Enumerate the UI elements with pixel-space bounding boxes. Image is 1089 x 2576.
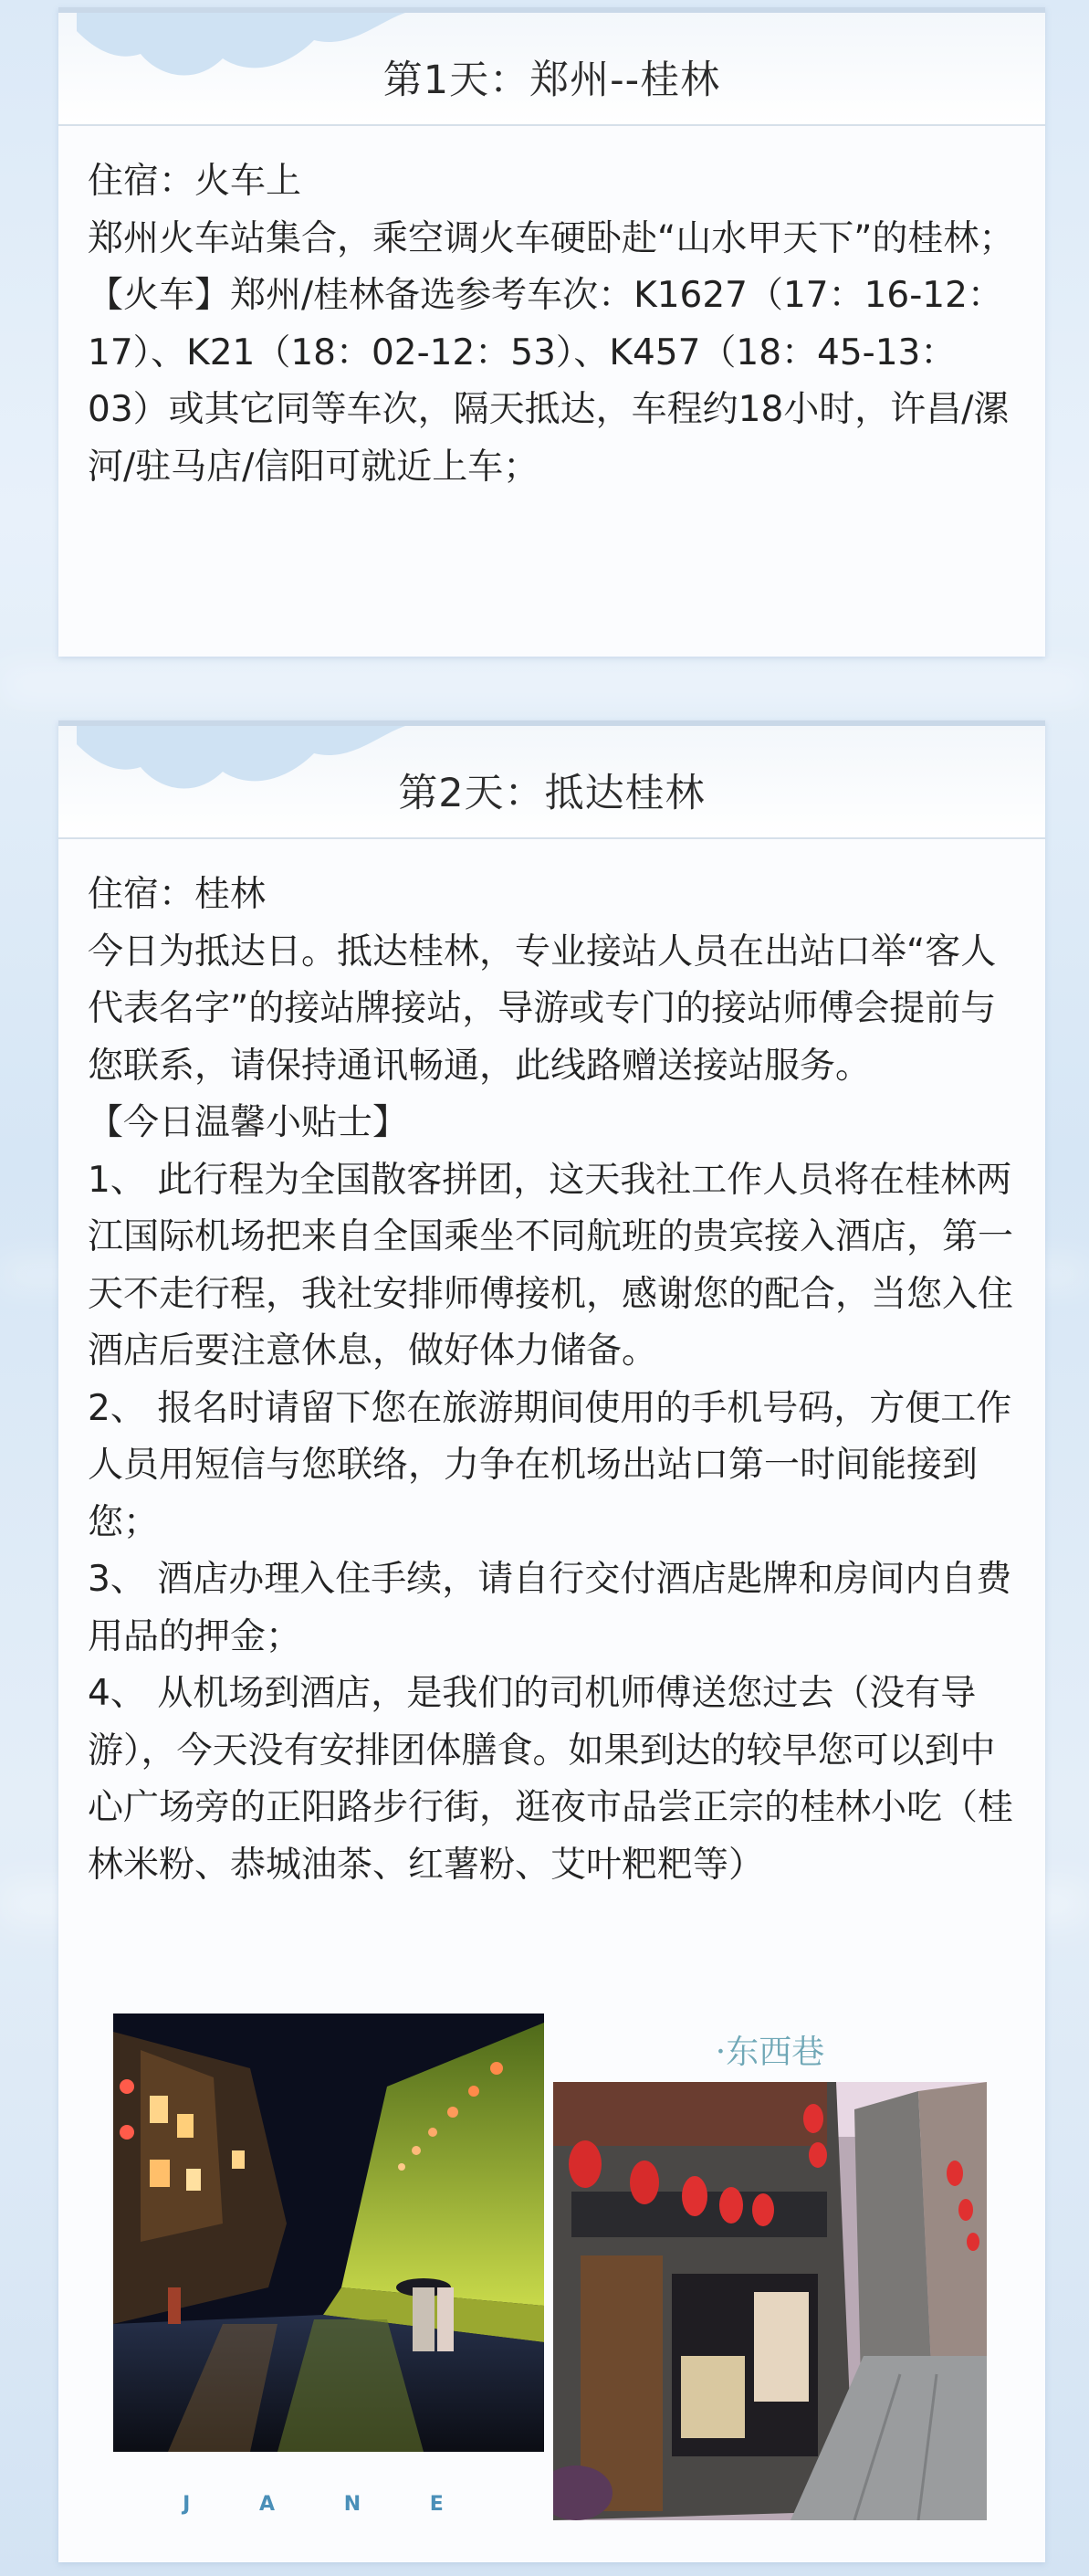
day-title: 第2天：抵达桂林 [398, 771, 706, 816]
itinerary-text: 今日为抵达日。抵达桂林，专业接站人员在出站口举“客人代表名字”的接站牌接站，导游或专门的接站师傅会提前与您联系，请保持通讯畅通，此线路赠送接站服务。 [88, 931, 997, 1087]
train-info-text: 【火车】郑州/桂林备选参考车次：K1627（17：16-12：17）、K21（18：02-12：53）、K457（18：45-13：03）或其它同等车次，隔天抵达，车程约18小时，许昌/漯河/驻马店/信阳可就近上车； [88, 275, 1010, 488]
dongxi-alley-illustration [553, 2082, 987, 2520]
night-street-illustration [113, 2013, 544, 2452]
night-street-photo [113, 2013, 544, 2452]
day-card-header [58, 13, 1045, 126]
day-title: 第1天：郑州--桂林 [382, 58, 721, 103]
tip-item: 1、 此行程为全国散客拼团，这天我社工作人员将在桂林两江国际机场把来自全国乘坐不同航班的贵宾接入酒店，第一天不走行程，我社安排师傅接机，感谢您的配合，当您入住酒店后要注意休息，做好体力储备。 [88, 1159, 1014, 1372]
itinerary-text: 郑州火车站集合，乘空调火车硬卧赴“山水甲天下”的桂林； [88, 217, 1015, 259]
tip-item: 4、 从机场到酒店，是我们的司机师傅送您过去（没有导游），今天没有安排团体膳食。如果到达的较早您可以到中心广场旁的正阳路步行街，逛夜市品尝正宗的桂林小吃（桂林米粉、恭城油茶、红薯粉、艾叶粑粑等） [88, 1673, 1014, 1886]
day-card-header [58, 726, 1045, 839]
photo-caption-right: ·东西巷 [715, 2034, 825, 2071]
lodging-text: 住宿：火车上 [88, 161, 302, 202]
background-streak [0, 667, 1089, 703]
lodging-text: 住宿：桂林 [88, 874, 267, 915]
tip-item: 2、 报名时请留下您在旅游期间使用的手机号码，方便工作人员用短信与您联络，力争在机场出站口第一时间能接到您； [88, 1387, 1012, 1543]
dongxi-alley-photo [553, 2082, 987, 2520]
day-content [58, 126, 1045, 496]
tip-item: 3、 酒店办理入住手续，请自行交付酒店匙牌和房间内自费用品的押金； [88, 1559, 1012, 1657]
day-card-2 [58, 720, 1045, 2562]
day-card-1 [58, 7, 1045, 657]
tips-heading: 【今日温馨小贴士】 [88, 1102, 409, 1143]
photo-caption-left: J A N E [183, 2493, 475, 2516]
day-content [58, 839, 1045, 1894]
